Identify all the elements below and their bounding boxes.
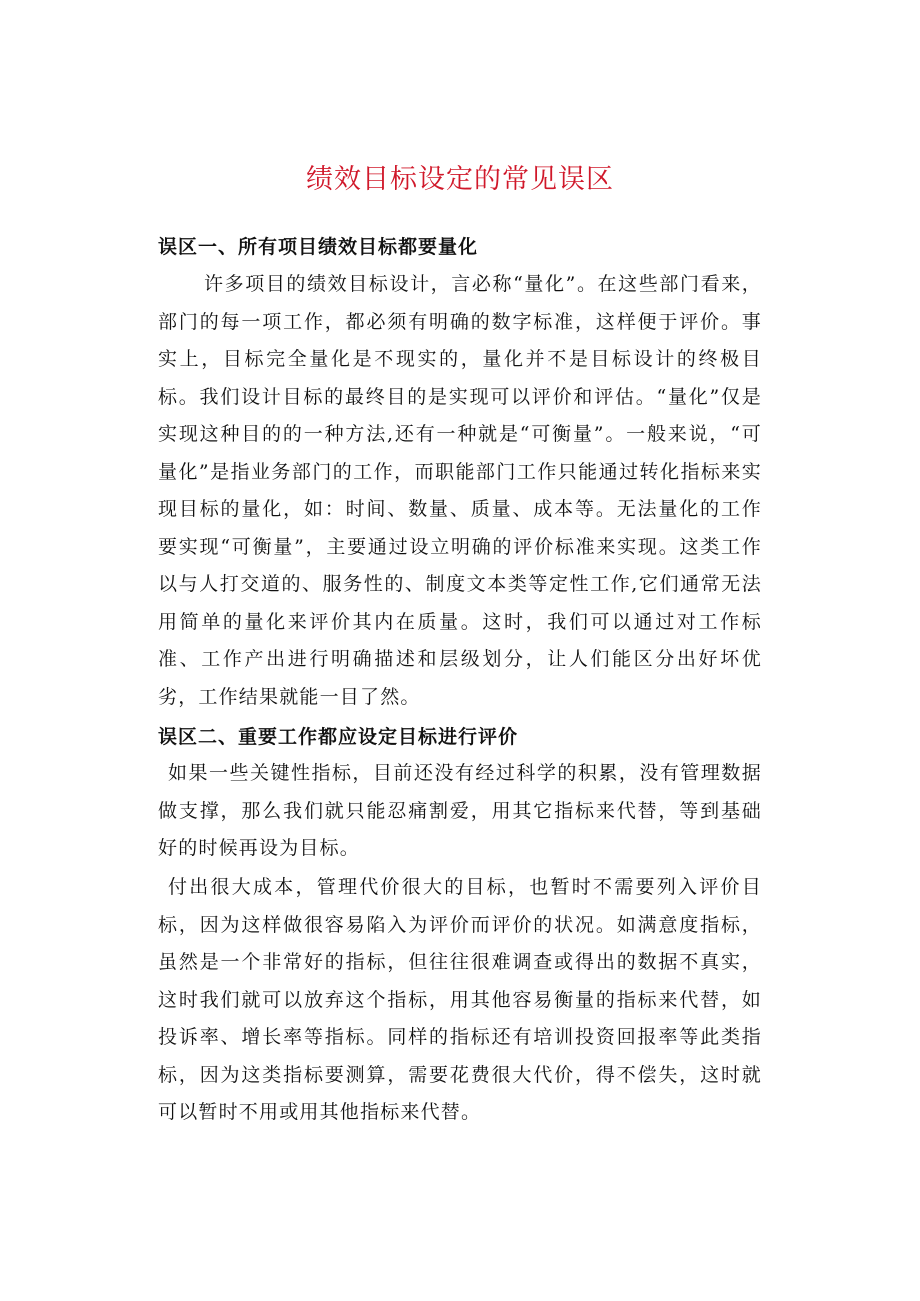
document-title: 绩效目标设定的常见误区: [306, 164, 614, 195]
section-heading-2: 误区二、重要工作都应设定目标进行评价: [158, 726, 519, 748]
section-heading-1: 误区一、所有项目绩效目标都要量化: [158, 236, 479, 258]
section-2-paragraph-1: 如果一些关键性指标，目前还没有经过科学的积累，没有管理数据做支撑，那么我们就只能忍痛割爱，用其它指标来代替，等到基础好的时候再设为目标。: [158, 762, 762, 859]
section-2-paragraph-2: 付出很大成本，管理代价很大的目标，也暂时不需要列入评价目标，因为这样做很容易陷入为评价而评价的状况。如满意度指标，虽然是一个非常好的指标，但往往很难调查或得出的数据不真实，这时我们就可以放弃这个指标，用其他容易衡量的指标来代替，如投诉率、增长率等指标。同样的指标还有培训投资回报率等此类指标，因为这类指标要测算，需要花费很大代价，得不偿失，这时就可以暂时不用或用其他指标来代替。: [158, 876, 762, 1123]
section-1-paragraph-1: 许多项目的绩效目标设计，言必称“量化”。在这些部门看来，部门的每一项工作，都必须有明确的数字标准，这样便于评价。事实上，目标完全量化是不现实的，量化并不是目标设计的终极目标。我们设计目标的最终目的是实现可以评价和评估。“量化”仅是实现这种目的的一种方法,还有一种就是“可衡量”。一般来说，“可量化”是指业务部门的工作，而职能部门工作只能通过转化指标来实现目标的量化，如：时间、数量、质量、成本等。无法量化的工作要实现“可衡量”，主要通过设立明确的评价标准来实现。这类工作以与人打交道的、服务性的、制度文本类等定性工作,它们通常无法用简单的量化来评价其内在质量。这时，我们可以通过对工作标准、工作产出进行明确描述和层级划分，让人们能区分出好坏优劣，工作结果就能一目了然。: [158, 273, 762, 708]
